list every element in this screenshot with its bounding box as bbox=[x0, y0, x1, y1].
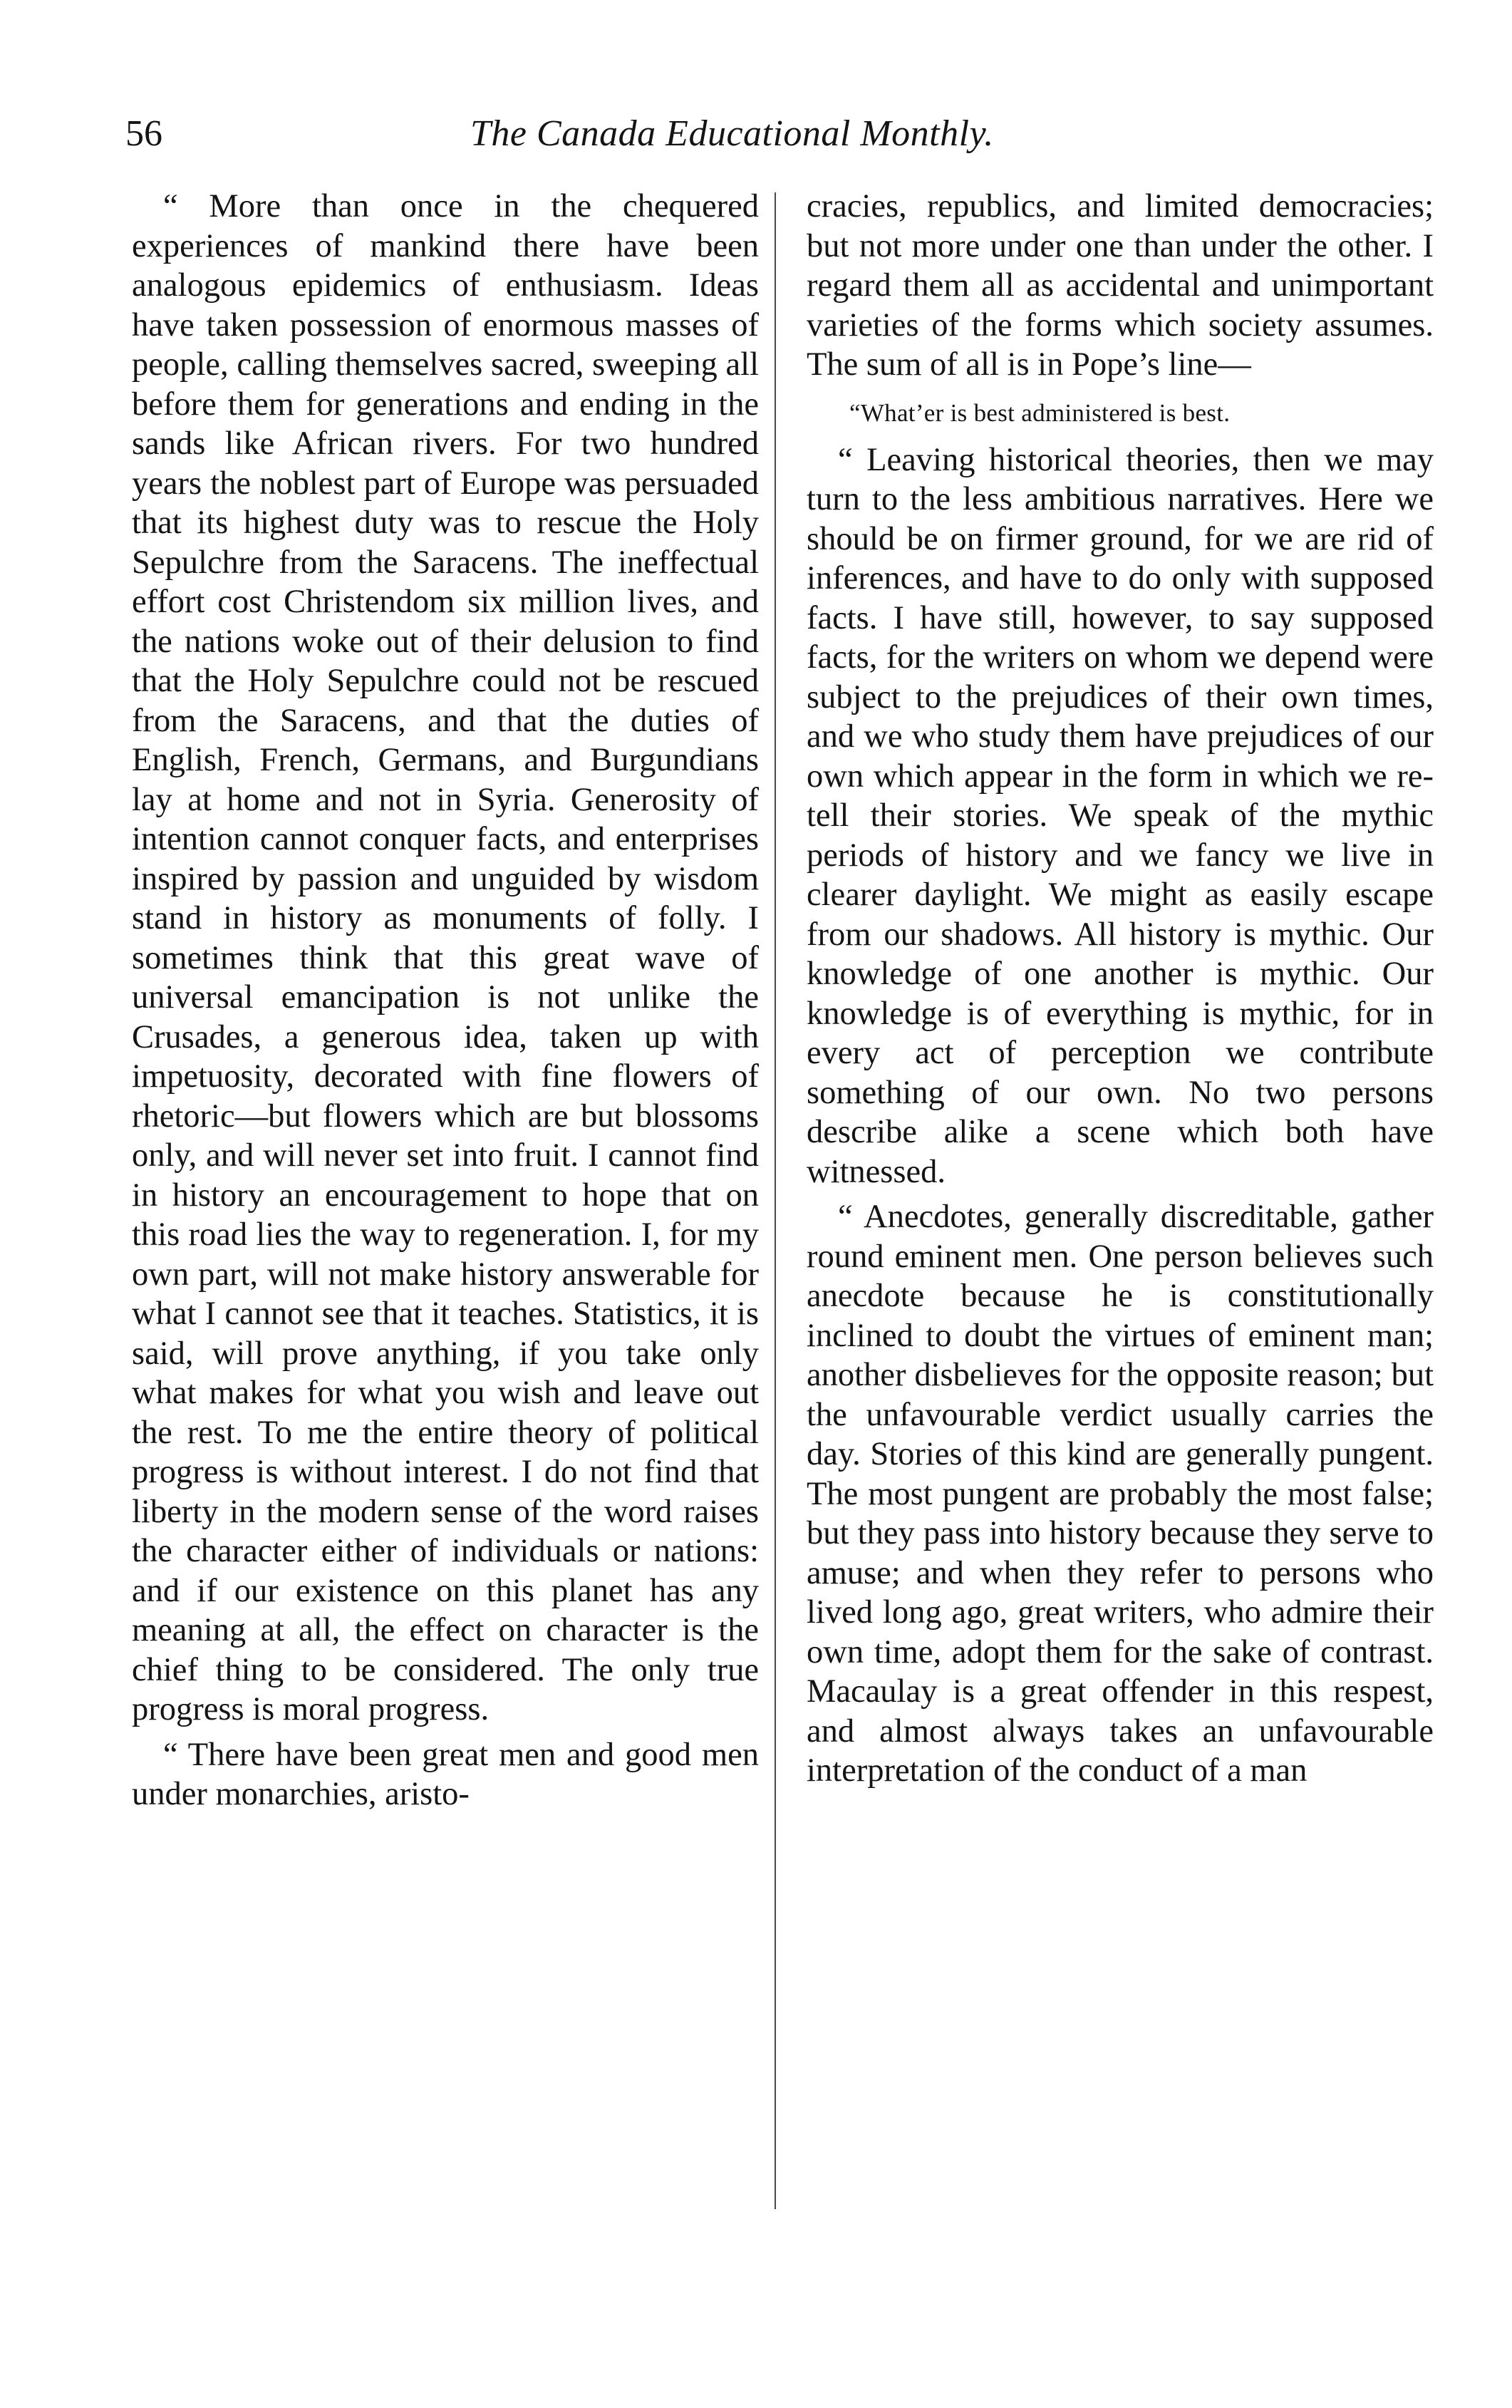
right-column bbox=[807, 187, 1434, 1791]
left-column bbox=[132, 187, 759, 1814]
paragraph-anecdotes: “ Anecdotes, generally discreditable, gather round eminent men. One person believes such anecdote because he is constitutionally inclined to doubt the virtues of eminent man; another disbelieves for the opposite reason; but the unfavourable verdict usually carries the day. Stories of this kind are generally pungent. The most pungent are probably the most false; but they pass into history because they serve to amuse; and when they refer to persons who lived long ago, great writers, who admire their own time, adopt them for the sake of contrast. Macaulay is a great offender in this respest, and almost always takes an unfavourable interpretation of the conduct of a man bbox=[807, 1199, 1434, 1789]
paragraph-monarchies-continued: cracies, republics, and limited democracies; but not more under one than under the other. I regard them all as accidental and unimportant varieties of the forms which society assumes. The sum of all is in Pope’s line— bbox=[807, 188, 1434, 383]
pope-quotation: “What’er is best administered is best. bbox=[849, 398, 1231, 427]
paragraph-historical-theories: “ Leaving historical theories, then we may turn to the less ambitious narratives. Here we should be on firmer ground, for we are rid of inferences, and have to do only with supposed facts. I have still, however, to say supposed facts, for the writers on whom we depend were subject to the prejudices of their own times, and we who study them have prejudices of our own which appear in the form in which we re-tell their stories. We speak of the mythic periods of history and we fancy we live in clearer daylight. We might as easily escape from our shadows. All history is mythic. Our knowledge of one another is mythic. Our knowledge is of everything is mythic, for in every act of perception we contribute something of our own. No two persons describe alike a scene which both have witnessed. bbox=[807, 441, 1434, 1190]
paragraph-crusades: “ More than once in the chequered experiences of mankind there have been analogous epidemics of enthusiasm. Ideas have taken possession of enormous masses of people, calling themselves sacred, sweeping all before them for generations and ending in the sands like African rivers. For two hundred years the noblest part of Europe was persuaded that its highest duty was to rescue the Holy Sepulchre from the Saracens. The ineffectual effort cost Christendom six million lives, and the nations woke out of their delusion to find that the Holy Sepulchre could not be rescued from the Saracens, and that the duties of English, French, Germans, and Burgundians lay at home and not in Syria. Generosity of intention cannot conquer facts, and enterprises inspired by passion and unguided by wisdom stand in history as monuments of folly. I sometimes think that this great wave of universal emancipation is not unlike the Crusades, a generous idea, taken up with impetuosity, decorated with fine flowers of rhetoric—but flowers which are but blossoms only, and will never set into fruit. I cannot find in history an encouragement to hope that on this road lies the way to regeneration. I, for my own part, will not make history answerable for what I cannot see that it teaches. Statistics, it is said, will prove anything, if you take only what makes for what you wish and leave out the rest. To me the entire theory of political progress is without interest. I do not find that liberty in the modern sense of the word raises the character either of individuals or nations: and if our existence on this planet has any meaning at all, the effect on character is the chief thing to be considered. The only true progress is moral progress. bbox=[132, 188, 759, 1727]
running-title: The Canada Educational Monthly. bbox=[470, 113, 994, 154]
paragraph-monarchies: “ There have been great men and good men under monarchies, aristo- bbox=[132, 1736, 759, 1812]
page-number: 56 bbox=[125, 113, 162, 154]
column-divider bbox=[775, 192, 776, 2209]
page-header bbox=[114, 101, 1418, 165]
